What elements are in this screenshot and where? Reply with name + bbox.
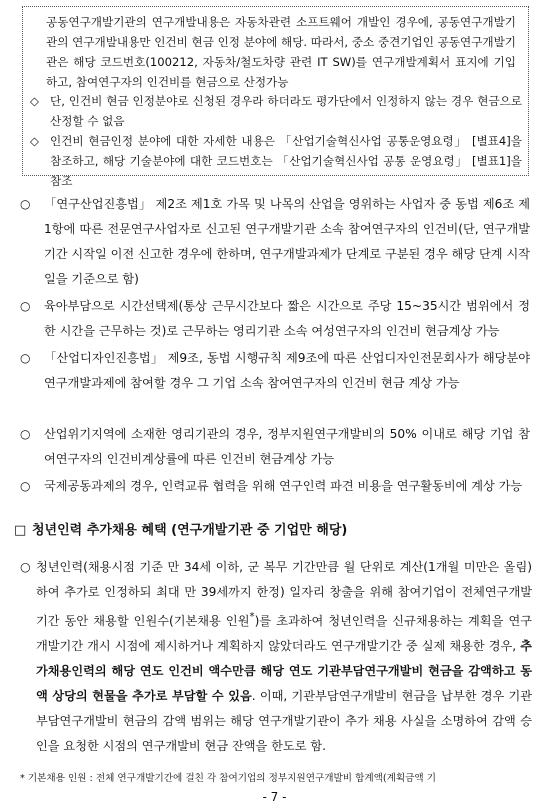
bullet-item-2-text: 육아부담으로 시간선택제(통상 근무시간보다 짧은 시간으로 주당 15~35시간 범위에서 정한 시간을 근무하는 것)로 근무하는 영리기관 소속 여성연구자의 인건비 현금계상 가능 [44, 299, 530, 338]
section-heading-text: 청년인력 추가채용 혜택 (연구개발기관 중 기업만 해당) [32, 523, 348, 538]
page-number: - 7 - [262, 790, 287, 804]
footnote: * 기본채용 인원 : 전체 연구개발기간에 걸친 각 참여기업의 정부지원연구개발비 합계액(계획금액 기 [20, 773, 437, 784]
main-text-part-2: )를 초과하여 청년인력을 신규채용하는 계획을 연구개발기간 개시 시점에 제시하거나 계획하지 않았더라도 연구개발기간 중 실제 채용한 경우, [36, 614, 532, 654]
box-example-text: 공동연구개발기관의 연구개발내용은 자동차관련 소프트웨어 개발인 경우에, 공동연구개발기관의 연구개발내용만 인건비 현금 인정 분야에 해당. 따라서, 중소 중견기업인 공동연구개발기관은 해당 코드번호(100212, 자동차/철도차량 관련 IT SW)를 연구개발계획서 표지에 기입하고, 참여연구자의 인건비를 현금으로 산정가능 [46, 15, 516, 89]
section-heading [14, 520, 534, 542]
circle-bullet-icon: ○ [20, 197, 31, 211]
bullet-item-4-text: 산업위기지역에 소재한 영리기관의 경우, 정부지원연구개발비의 50% 이내로 해당 기업 참여연구자의 인건비계상률에 따른 인건비 현금계상 가능 [44, 427, 530, 466]
diamond-icon: ◇ [30, 134, 39, 148]
box-note-1 [30, 91, 522, 131]
circle-bullet-icon: ○ [20, 299, 31, 313]
youth-hiring-text [36, 555, 532, 759]
bullet-item-4 [20, 422, 530, 472]
box-note-2 [30, 131, 522, 191]
box-note-2-text: 인건비 현금인정 분야에 대한 자세한 내용은 「산업기술혁신사업 공통운영요령」 [별표4]을 참조하고, 해당 기술분야에 대한 코드번호는 「산업기술혁신사업 공통 운영요령」 [별표1]을 참조 [50, 134, 522, 188]
circle-bullet-icon: ○ [20, 479, 31, 493]
circle-bullet-icon: ○ [20, 560, 31, 574]
bullet-item-3 [20, 346, 530, 396]
box-note-1-text: 단, 인건비 현금 인정분야로 신청된 경우라 하더라도 평가단에서 인정하지 않는 경우 현금으로 산정할 수 없음 [50, 94, 522, 128]
youth-hiring-paragraph [20, 555, 532, 759]
bullet-item-1-text: 「연구산업진흥법」 제2조 제1호 가목 및 나목의 산업을 영위하는 사업자 중 동법 제6조 제1항에 따른 전문연구사업자로 신고된 연구개발기관 소속 참여연구자의 인건비(단, 연구개발기간 시작일 이전 신고한 경우에 한하며, 연구개발과제가 단계로 구분된 경우 해당 단계 시작일을 기준으로 함) [44, 197, 530, 286]
diamond-icon: ◇ [30, 94, 39, 108]
bullet-item-5-text: 국제공동과제의 경우, 인력교류 협력을 위해 연구인력 파견 비용을 연구활동비에 계상 가능 [44, 479, 523, 493]
bullet-item-2 [20, 294, 530, 344]
footnote-marker: * [249, 612, 255, 623]
main-text-part-3: . 이때, 기관부담연구개발비 현금을 납부한 경우 기관부담연구개발비 현금의 감액 범위는 해당 연구개발기관이 추가 채용 사실을 소명하여 감액 승인을 요청한 시점의 연구개발비 현금 잔액을 한도로 함. [36, 689, 532, 754]
main-text-emphasis: 추가채용인력의 해당 연도 인건비 액수만큼 해당 연도 기관부담연구개발비 현금을 감액하고 동액 상당의 현물을 추가로 부담할 수 있음 [36, 639, 532, 704]
bullet-item-3-text: 「산업디자인진흥법」 제9조, 동법 시행규칙 제9조에 따른 산업디자인전문회사가 해당분야 연구개발과제에 참여할 경우 그 기업 소속 참여연구자의 인건비 현금 계상 가능 [44, 351, 530, 390]
circle-bullet-icon: ○ [20, 351, 31, 365]
circle-bullet-icon: ○ [20, 427, 31, 441]
main-text-part-1: 청년인력(채용시점 기준 만 34세 이하, 군 복무 기간만큼 월 단위로 계산(1개월 미만은 올림)하여 추가로 인정하되 최대 만 39세까지 한정) 일자리 창출을 위해 참여기업이 전체연구개발기간 동안 채용할 인원수(기본채용 인원 [36, 560, 532, 629]
bullet-item-1 [20, 192, 530, 292]
square-bullet-icon: □ [14, 523, 27, 538]
bullet-item-5 [20, 474, 530, 499]
